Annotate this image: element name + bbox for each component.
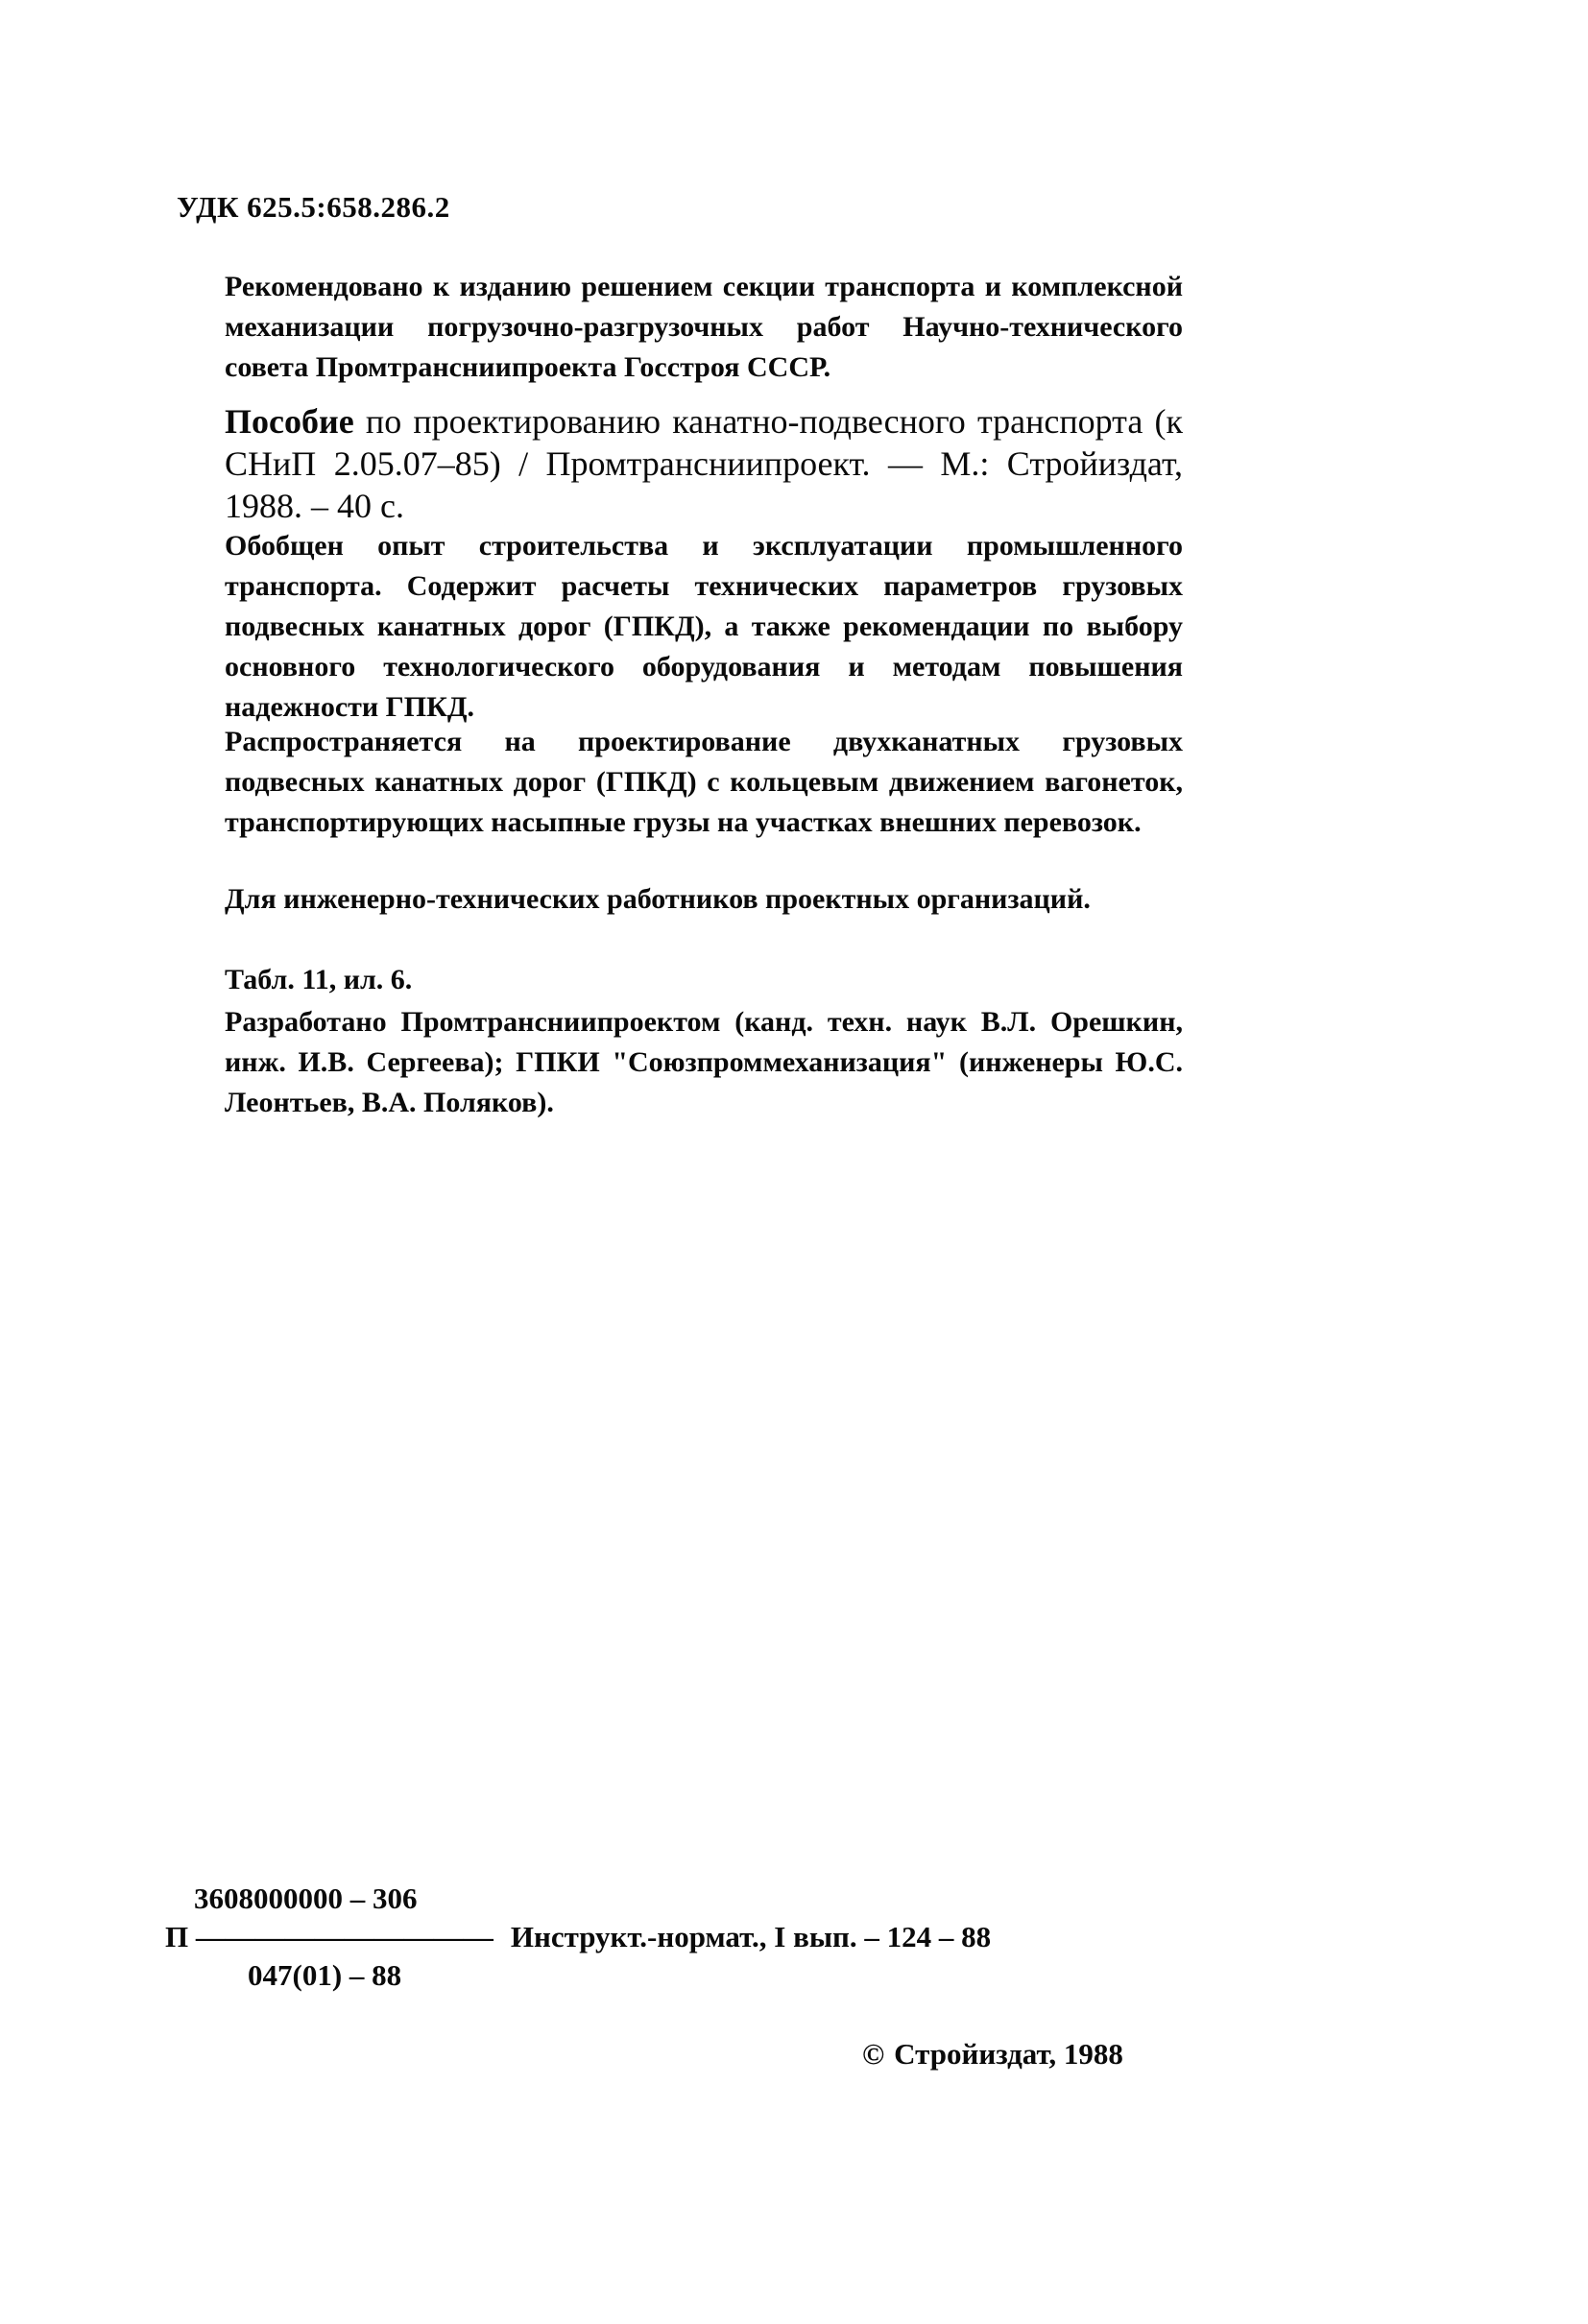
title-lead: Пособие <box>225 402 354 441</box>
audience-paragraph: Для инженерно-технических работников проектных организаций. <box>225 883 1091 915</box>
code-main-row <box>165 1918 991 1956</box>
code-numerator: 3608000000 – 306 <box>194 1881 418 1915</box>
udk-code: УДК 625.5:658.286.2 <box>177 190 450 224</box>
bibliographic-title <box>225 400 1183 527</box>
tables-illustrations-note: Табл. 11, ил. 6. <box>225 964 413 995</box>
copyright-line <box>862 2037 1123 2072</box>
scope-paragraph: Распространяется на проектирование двухканатных грузовых подвесных канатных дорог (ГПКД) с кольцевым движением вагонеток, транспортирующих насыпные грузы на участках внешних перевозок. <box>225 726 1183 838</box>
publication-code-block <box>165 1880 991 1995</box>
code-dashes: —————————— <box>195 1920 493 1953</box>
annotation-paragraph: Обобщен опыт строительства и эксплуатации промышленного транспорта. Содержит расчеты технических параметров грузовых подвесных канатных дорог (ГПКД), а также рекомендации по выбору основного технологического оборудования и методам повышения надежности ГПКД. <box>225 530 1183 723</box>
copyright-text: Стройиздат, 1988 <box>894 2037 1123 2071</box>
code-series: Инструкт.-нормат., I вып. – 124 – 88 <box>510 1920 992 1953</box>
copyright-mark: © <box>862 2037 885 2071</box>
title-rest: по проектированию канатно-подвесного транспорта (к СНиП 2.05.07–85) / Промтрансниипроект. — М.: Стройиздат, 1988. – 40 с. <box>225 402 1184 525</box>
code-letter: П <box>165 1920 189 1953</box>
developers-paragraph: Разработано Промтрансниипроектом (канд. техн. наук В.Л. Орешкин, инж. И.В. Сергеева); ГПКИ "Союзпроммеханизация" (инженеры Ю.С. Леонтьев, В.А. Поляков). <box>225 1006 1183 1118</box>
code-denominator: 047(01) – 88 <box>248 1958 402 1992</box>
recommendation-paragraph: Рекомендовано к изданию решением секции транспорта и комплексной механизации погрузочно-разгрузочных работ Научно-технического совета Промтрансниипроекта Госстроя СССР. <box>225 271 1183 383</box>
